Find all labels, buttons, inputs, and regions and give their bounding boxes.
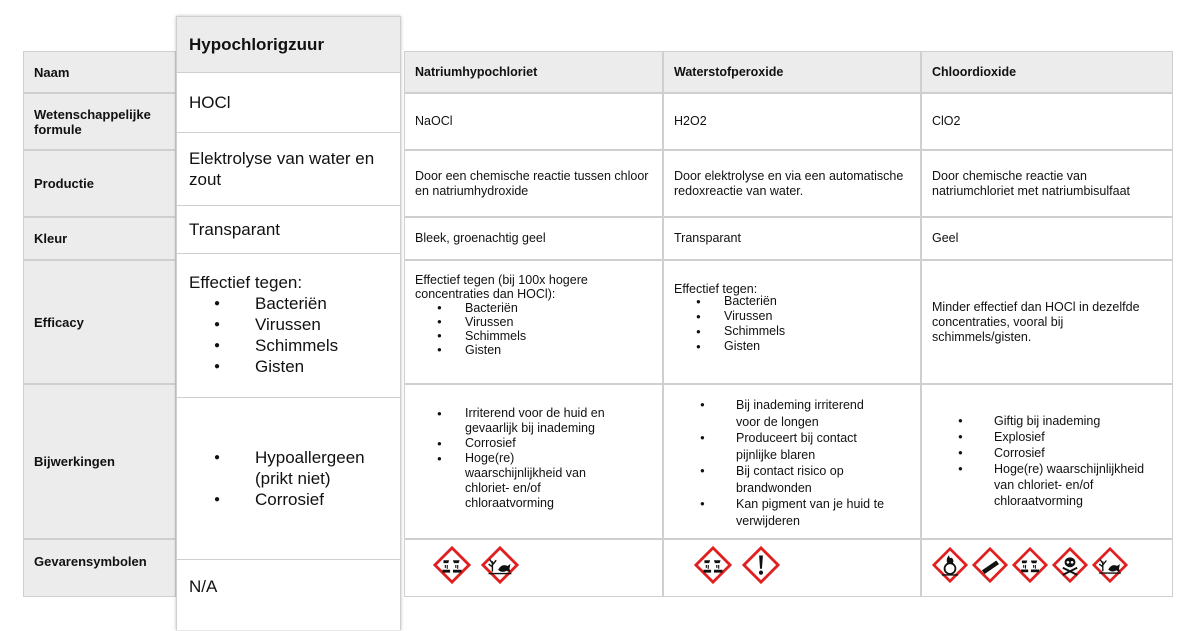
h2o2-efficacy bbox=[663, 260, 921, 384]
corrosion-pictogram bbox=[1012, 547, 1048, 583]
list-item: ● Bij inademing irriterend voor de longen bbox=[674, 397, 889, 430]
hocl-column bbox=[176, 16, 401, 630]
environment-pictogram bbox=[481, 546, 519, 584]
corrosion-pictogram bbox=[694, 546, 732, 584]
list-item: ● Hypoallergeen (prikt niet) bbox=[189, 447, 388, 489]
naocl-name: Natriumhypochloriet bbox=[404, 51, 663, 93]
row-label-efficacy: Efficacy bbox=[23, 260, 176, 384]
h2o2-pictograms bbox=[663, 539, 921, 597]
environment-pictogram bbox=[1092, 547, 1128, 583]
gas-cylinder-pictogram bbox=[972, 547, 1008, 583]
clo2-pictograms bbox=[921, 539, 1173, 597]
h2o2-bijwerkingen-list bbox=[674, 397, 889, 529]
naocl-kleur: Bleek, groenachtig geel bbox=[404, 217, 663, 260]
hocl-bijwerkingen-list bbox=[189, 447, 388, 510]
hocl-efficacy-list bbox=[189, 293, 388, 377]
list-item: ● Hoge(re) waarschijnlijkheid van chloriet- en/of chloraatvorming bbox=[415, 451, 615, 511]
naocl-efficacy bbox=[404, 260, 663, 384]
corrosion-pictogram bbox=[433, 546, 471, 584]
naocl-efficacy-list bbox=[415, 301, 652, 357]
row-label-formule: Wetenschappelijke formule bbox=[23, 93, 176, 150]
clo2-formule: ClO2 bbox=[921, 93, 1173, 150]
list-item: ● Kan pigment van je huid te verwijderen bbox=[674, 496, 889, 529]
row-label-productie: Productie bbox=[23, 150, 176, 217]
naocl-formule: NaOCl bbox=[404, 93, 663, 150]
row-label-kleur: Kleur bbox=[23, 217, 176, 260]
list-item: ● Virussen bbox=[415, 315, 652, 329]
list-item: ● Gisten bbox=[415, 343, 652, 357]
list-item: ● Explosief bbox=[932, 429, 1157, 445]
list-item: ● Gisten bbox=[674, 339, 910, 354]
list-item: ● Schimmels bbox=[415, 329, 652, 343]
naocl-bijwerkingen-list bbox=[415, 406, 615, 511]
list-item: ● Giftig bij inademing bbox=[932, 413, 1157, 429]
naocl-pictograms bbox=[404, 539, 663, 597]
clo2-bijwerkingen-list bbox=[932, 413, 1157, 509]
clo2-productie: Door chemische reactie van natriumchloriet met natriumbisulfaat bbox=[921, 150, 1173, 217]
list-item: ● Bij contact risico op brandwonden bbox=[674, 463, 889, 496]
h2o2-formule: H2O2 bbox=[663, 93, 921, 150]
list-item: ● Schimmels bbox=[674, 324, 910, 339]
row-label-gevarensymbolen: Gevarensymbolen bbox=[23, 539, 176, 597]
list-item: ● Virussen bbox=[674, 309, 910, 324]
h2o2-name: Waterstofperoxide bbox=[663, 51, 921, 93]
list-item: ● Schimmels bbox=[189, 335, 388, 356]
list-item: ● Bacteriën bbox=[674, 294, 910, 309]
list-item: ● Bacteriën bbox=[415, 301, 652, 315]
clo2-kleur: Geel bbox=[921, 217, 1173, 260]
hocl-name: Hypochlorigzuur bbox=[177, 17, 400, 73]
h2o2-productie: Door elektrolyse en via een automatische redoxreactie van water. bbox=[663, 150, 921, 217]
list-item: ● Corrosief bbox=[932, 445, 1157, 461]
hocl-productie: Elektrolyse van water en zout bbox=[177, 133, 400, 206]
list-item: ● Virussen bbox=[189, 314, 388, 335]
hocl-efficacy bbox=[177, 254, 400, 398]
h2o2-kleur: Transparant bbox=[663, 217, 921, 260]
clo2-name: Chloordioxide bbox=[921, 51, 1173, 93]
list-item: ● Corrosief bbox=[415, 436, 615, 451]
list-item: ● Corrosief bbox=[189, 489, 388, 510]
hocl-formule: HOCl bbox=[177, 73, 400, 133]
h2o2-efficacy-intro: Effectief tegen: bbox=[674, 282, 758, 296]
naocl-efficacy-intro: Effectief tegen (bij 100x hogere concentraties dan HOCl): bbox=[415, 273, 588, 301]
naocl-bijwerkingen bbox=[404, 384, 663, 539]
hocl-efficacy-intro: Effectief tegen: bbox=[189, 273, 303, 292]
h2o2-bijwerkingen bbox=[663, 384, 921, 539]
list-item: ● Irriterend voor de huid en gevaarlijk bij inademing bbox=[415, 406, 615, 436]
list-item: ● Hoge(re) waarschijnlijkheid van chloriet- en/of chloraatvorming bbox=[932, 461, 1157, 509]
list-item: ● Bacteriën bbox=[189, 293, 388, 314]
hocl-bijwerkingen bbox=[177, 398, 400, 560]
h2o2-efficacy-list bbox=[674, 294, 910, 354]
skull-pictogram bbox=[1052, 547, 1088, 583]
exclamation-pictogram bbox=[742, 546, 780, 584]
hocl-kleur: Transparant bbox=[177, 206, 400, 254]
clo2-bijwerkingen bbox=[921, 384, 1173, 539]
hocl-gevaren: N/A bbox=[189, 577, 218, 596]
list-item: ● Gisten bbox=[189, 356, 388, 377]
list-item: ● Produceert bij contact pijnlijke blaren bbox=[674, 430, 889, 463]
row-label-bijwerkingen: Bijwerkingen bbox=[23, 384, 176, 539]
clo2-efficacy: Minder effectief dan HOCl in dezelfde concentraties, vooral bij schimmels/gisten. bbox=[921, 260, 1173, 384]
flame-over-circle-pictogram bbox=[932, 547, 968, 583]
naocl-productie: Door een chemische reactie tussen chloor en natriumhydroxide bbox=[404, 150, 663, 217]
row-label-naam: Naam bbox=[23, 51, 176, 93]
